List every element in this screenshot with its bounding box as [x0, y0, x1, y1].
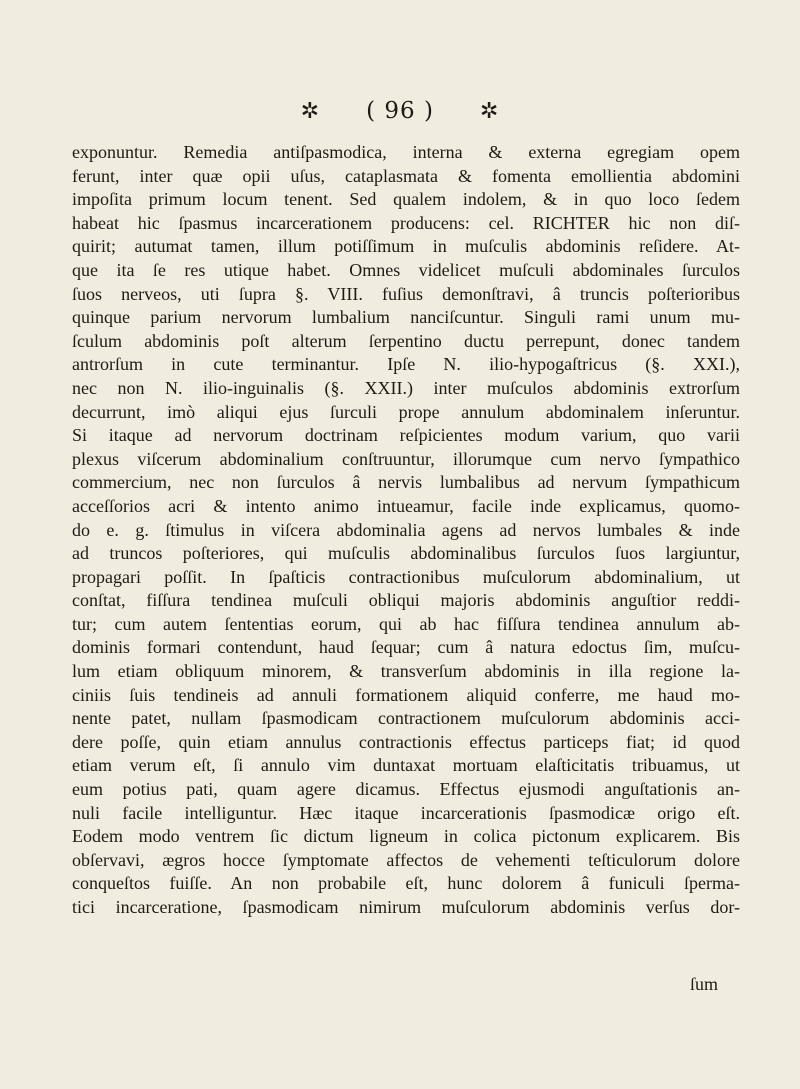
text-line: quinque parium nervorum lumbalium nanciſcuntur. Singuli rami unum mu-: [72, 307, 740, 328]
text-line: eum potius pati, quam agere dicamus. Effectus ejusmodi anguſtationis an-: [72, 779, 740, 800]
text-line: ferunt, inter quæ opii uſus, cataplasmata & fomenta emollientia abdomini: [72, 165, 740, 186]
catchword: ſum: [689, 974, 718, 994]
text-line: antrorſum in cute terminantur. Ipſe N. ilio-hypogaſtricus (§. XXI.),: [72, 354, 740, 375]
text-line: propagari poſſit. In ſpaſticis contractionibus muſculorum abdominalium, ut: [72, 566, 740, 587]
text-line: dere poſſe, quin etiam annulus contractionis effectus particeps fiat; id quod: [72, 731, 740, 752]
text-line: commercium, nec non ſurculos â nervis lumbalibus ad nervum ſympathicum: [72, 472, 740, 493]
text-line: ad truncos poſteriores, qui muſculis abdominalibus ſurculos ſuos largiuntur,: [72, 543, 740, 564]
text-line: ſuos nerveos, uti ſupra §. VIII. fuſius demonſtravi, â truncis poſterioribus: [72, 283, 740, 304]
text-line: exponuntur. Remedia antiſpasmodica, interna & externa egregiam opem: [72, 142, 740, 162]
text-line: ſculum abdominis poſt alterum ſerpentino ductu perrepunt, donec tandem: [72, 330, 740, 351]
text-line: lum etiam obliquum minorem, & transverſum abdominis in illa regione la-: [72, 661, 740, 682]
text-line: quirit; autumat tamen, illum potiſſimum in muſculis abdominis reſidere. At-: [72, 236, 740, 257]
text-line: dominis formari contendunt, haud ſequar; cum â natura edoctus ſim, muſcu-: [72, 637, 740, 658]
text-line: que ita ſe res utique habet. Omnes videlicet muſculi abdominales ſurculos: [72, 259, 740, 280]
page-number: ( 96 ): [366, 98, 434, 124]
text-line: nente patet, nullam ſpasmodicam contractionem muſculorum abdominis acci-: [72, 708, 740, 729]
page-header: [0, 98, 800, 124]
text-line: plexus viſcerum abdominalium conſtruuntur, illorumque cum nervo ſympathico: [72, 448, 740, 469]
text-line: habeat hic ſpasmus incarcerationem producens: cel. RICHTER hic non diſ-: [72, 212, 740, 233]
text-line: Si itaque ad nervorum doctrinam reſpicientes modum varium, quo varii: [72, 425, 740, 446]
text-line: ciniis ſuis tendineis ad annuli formationem aliquid conferre, me haud mo-: [72, 684, 740, 705]
text-line: obſervavi, ægros hocce ſymptomate affectos de vehementi teſticulorum dolore: [72, 849, 740, 870]
text-line: acceſſorios acri & intento animo intueamur, facile inde explicamus, quomo-: [72, 495, 740, 516]
text-line: do e. g. ſtimulus in viſcera abdominalia agens ad nervos lumbales & inde: [72, 519, 740, 540]
text-line: conqueſtos fuiſſe. An non probabile eſt, hunc dolorem â funiculi ſperma-: [72, 873, 740, 894]
text-line: tur; cum autem ſententias eorum, qui ab hac fiſſura tendinea annulum ab-: [72, 613, 740, 634]
text-line: nec non N. ilio-inguinalis (§. XXII.) inter muſculos abdominis extrorſum: [72, 377, 740, 398]
text-line: decurrunt, imò aliqui ejus ſurculi prope annulum abdominalem inſeruntur.: [72, 401, 740, 422]
right-ornament-icon: ✲: [479, 98, 500, 124]
text-line: impoſita primum locum tenent. Sed qualem indolem, & in quo loco ſedem: [72, 189, 740, 210]
text-line: conſtat, fiſſura tendinea muſculi obliqui majoris abdominis anguſtior reddi-: [72, 590, 740, 611]
text-line: etiam verum eſt, ſi annulo vim duntaxat mortuam elaſticitatis tribuamus, ut: [72, 755, 740, 776]
text-line: Eodem modo ventrem ſic dictum ligneum in colica pictonum explicarem. Bis: [72, 826, 740, 847]
left-ornament-icon: ✲: [300, 98, 321, 124]
body-text: [72, 141, 740, 920]
text-line: tici incarceratione, ſpasmodicam nimirum muſculorum abdominis verſus dor-: [72, 897, 740, 917]
text-line: nuli facile intelliguntur. Hæc itaque incarcerationis ſpasmodicæ origo eſt.: [72, 802, 740, 823]
